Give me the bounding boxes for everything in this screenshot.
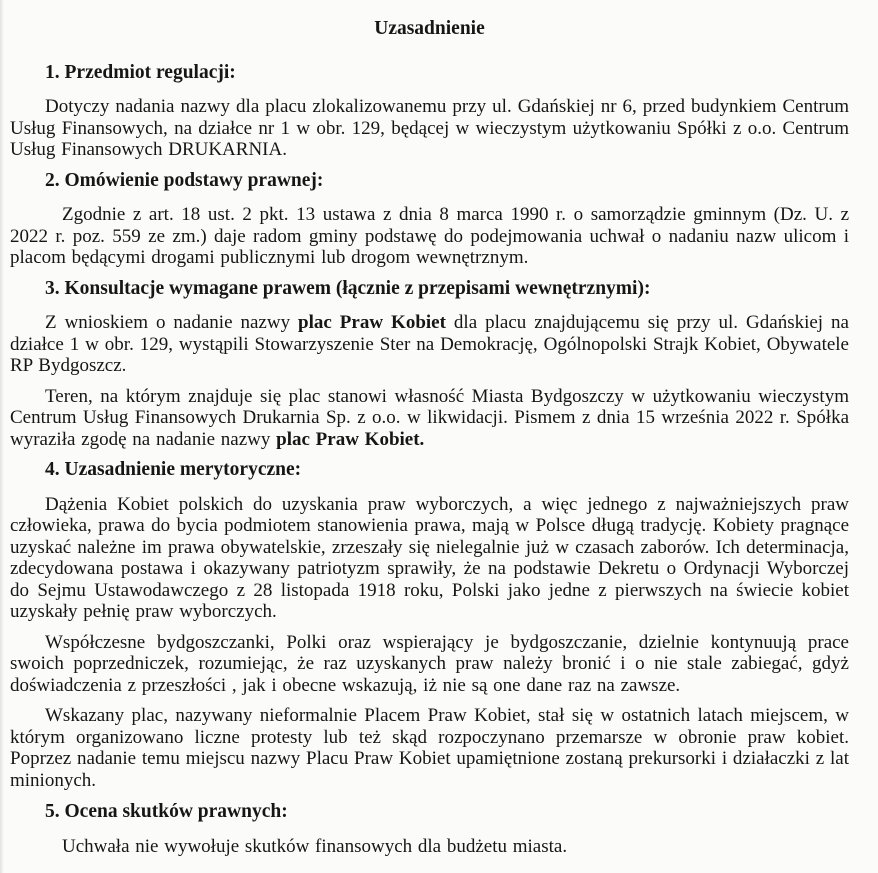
text-run: Dotyczy nadania nazwy dla placu zlokalizowanemu przy ul. Gdańskiej nr 6, przed budynkiem Centrum Usług Finansowych, na działce nr 1 w obr. 129, będącej w wieczystym użytkowaniu Spółki z o.o. Centrum Usług Finansowych DRUKARNIA. [10, 96, 849, 160]
text-run: dla placu znajdującemu się przy ul. Gdańskiej na działce 1 w obr. 129, wystąpili Stowarzyszenie Ster na Demokrację, Ogólnopolski Strajk Kobiet, Obywatele RP Bydgoszcz. [10, 312, 849, 376]
section-heading: 2. Omówienie podstawy prawnej: [45, 169, 324, 191]
text-run: Wskazany plac, nazywany nieformalnie Placem Praw Kobiet, stał się w ostatnich latach miejscem, w którym organizowano liczne protesty lub też skąd rozpoczynano przemarsze w obronie praw kobiet. Poprzez nadanie temu miejscu nazwy Placu Praw Kobiet upamiętnione zostaną prekursorki i działaczki z lat minionych. [10, 705, 849, 791]
text-run: Współczesne bydgoszczanki, Polki oraz wspierający je bydgoszczanie, dzielnie kontynuują prace swoich poprzedniczek, rozumiejąc, że raz uzyskanych praw należy bronić i o nie stale zabiegać, gdyż doświadczenia z przeszłości , jak i obecne wskazują, iż nie są one dane raz na zawsze. [10, 631, 849, 696]
text-run: Teren, na którym znajduje się plac stanowi własność Miasta Bydgoszczy w użytkowaniu wieczystym Centrum Usług Finansowych Drukarnia Sp. z o.o. w likwidacji. Pismem z dnia 15 września 2022 r. Spółka wyraziła zgodę na nadanie nazwy [10, 385, 849, 450]
section-heading: 1. Przedmiot regulacji: [45, 61, 236, 83]
document-body [10, 62, 849, 858]
bold-text-run: plac Praw Kobiet [298, 312, 446, 333]
section [10, 278, 849, 451]
section-heading: 4. Uzasadnienie merytoryczne: [45, 459, 302, 480]
text-run: Z wnioskiem o nadanie nazwy [45, 312, 299, 333]
section [10, 170, 849, 269]
text-run: Zgodnie z art. 18 ust. 2 pkt. 13 ustawa z dnia 8 marca 1990 r. o samorządzie gminnym (Dz. U. z 2022 r. poz. 559 ze zm.) daje radom gminy podstawę do podejmowania uchwał o nadaniu nazw ulicom i placom będącymi drogami publicznymi lub drogom wewnętrznym. [10, 204, 849, 268]
paragraph [10, 386, 849, 451]
document-title: Uzasadnienie [374, 18, 485, 39]
section [10, 801, 849, 857]
paragraph [10, 632, 849, 697]
paragraph [10, 705, 849, 791]
text-run: Dążenia Kobiet polskich do uzyskania praw wyborczych, a więc jednego z najważniejszych praw człowieka, prawa do bycia podmiotem stanowienia prawa, mają w Polsce długą tradycję. Kobiety pragnące uzyskać należne im prawa obywatelskie, zrzeszały się nielegalnie już w czasach zaborów. Ich determinacja, zdecydowana postawa i okazywany patriotyzm sprawiły, że na podstawie Dekretu o Ordynacji Wyborczej do Sejmu Ustawodawczego z 28 listopada 1918 roku, Polski jako jedne z pierwszych na świecie kobiet uzyskały pełnię praw wyborczych. [10, 493, 849, 622]
paragraph [10, 96, 849, 161]
text-run: Uchwała nie wywołuje skutków finansowych dla budżetu miasta. [62, 835, 568, 857]
paragraph [10, 836, 849, 858]
bold-text-run: plac Praw Kobiet. [276, 428, 425, 450]
paragraph [10, 494, 849, 623]
section [10, 459, 849, 791]
paragraph [10, 204, 849, 269]
section [10, 62, 849, 161]
section-heading: 3. Konsultacje wymagane prawem (łącznie z przepisami wewnętrznymi): [45, 277, 651, 299]
section-heading: 5. Ocena skutków prawnych: [45, 801, 288, 822]
paragraph [10, 312, 849, 377]
